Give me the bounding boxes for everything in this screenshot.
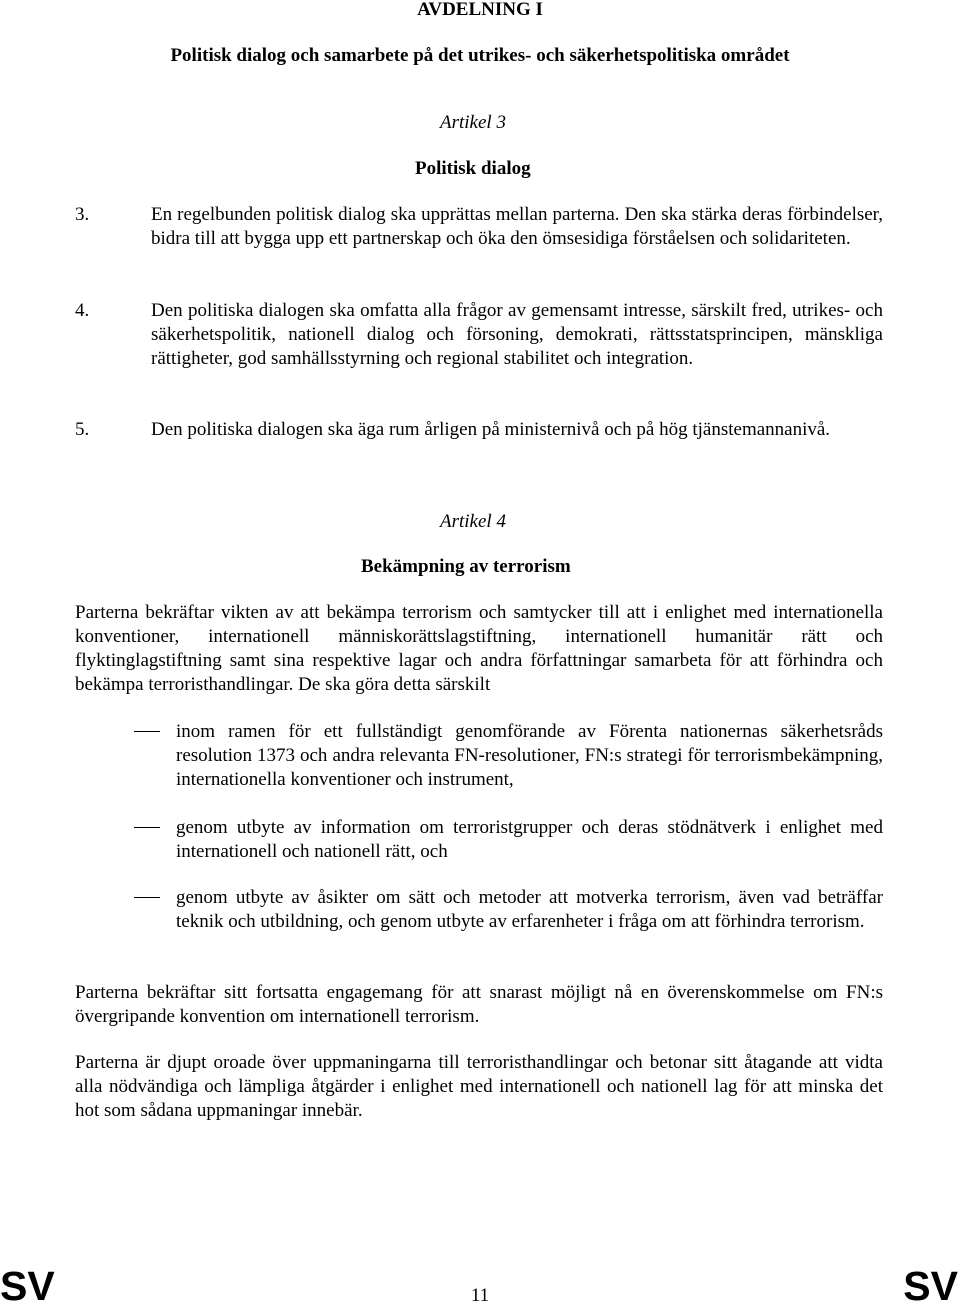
article-4-label: Artikel 4 — [440, 511, 506, 532]
paragraph-number: 3. — [75, 204, 90, 225]
article-4-intro: Parterna bekräftar vikten av att bekämpa terrorism och samtycker till att i enlighet med internationella konventioner, internationell människorättslagstiftning, internationell humanitär rätt och flyktinglagstiftning samt sina respektive lagar och andra författningar samarbeta för att förhindra och bekämpa terroristhandlingar. De ska göra detta särskilt — [75, 602, 883, 695]
page-number: 11 — [470, 1285, 490, 1306]
section-heading: AVDELNING I — [417, 0, 543, 20]
numbered-paragraph-3 — [75, 203, 883, 251]
paragraph-number: 4. — [75, 300, 90, 321]
list-item-text: inom ramen för ett fullständigt genomförande av Förenta nationernas säkerhetsråds resolution 1373 och andra relevanta FN-resolutioner, FN:s strategi för terrorismbekämpning, internationella konventioner och instrument, — [176, 721, 883, 790]
paragraph-text: Den politiska dialogen ska äga rum årligen på ministernivå och på hög tjänstemannanivå. — [151, 419, 831, 440]
numbered-paragraph-5 — [75, 418, 883, 442]
paragraph-number: 5. — [75, 419, 90, 440]
section-subtitle: Politisk dialog och samarbete på det utrikes- och säkerhetspolitiska området — [170, 45, 790, 66]
dash-bullet — [134, 827, 160, 828]
list-item-text: genom utbyte av åsikter om sätt och metoder att motverka terrorism, även vad beträffar teknik och utbildning, och genom utbyte av erfarenheter i fråga om att förhindra terrorism. — [176, 887, 883, 932]
paragraph-text: En regelbunden politisk dialog ska upprättas mellan parterna. Den ska stärka deras förbindelser, bidra till att bygga upp ett partnerskap och öka den ömsesidiga förståelsen och solidariteten. — [151, 204, 883, 249]
article-4-title: Bekämpning av terrorism — [361, 556, 571, 577]
language-code-right: SV — [903, 1263, 958, 1309]
numbered-paragraph-4 — [75, 299, 883, 371]
dash-bullet — [134, 897, 160, 898]
list-item — [134, 886, 883, 934]
list-item — [134, 816, 883, 864]
language-code-left: SV — [0, 1263, 55, 1309]
article-4-paragraph-3: Parterna är djupt oroade över uppmaningarna till terroristhandlingar och betonar sitt åtagande att vidta alla nödvändiga och lämpliga åtgärder i enlighet med internationell och nationell lag för att minska det hot som sådana uppmaningar innebär. — [75, 1052, 883, 1121]
list-item-text: genom utbyte av information om terroristgrupper och deras stödnätverk i enlighet med internationell och nationell rätt, och — [176, 817, 883, 862]
article-3-label: Artikel 3 — [440, 112, 506, 133]
list-item — [134, 720, 883, 792]
dash-bullet — [134, 731, 160, 732]
paragraph-text: Den politiska dialogen ska omfatta alla frågor av gemensamt intresse, särskilt fred, utrikes- och säkerhetspolitik, nationell dialog och försoning, demokrati, rättsstatsprincipen, mänskliga rättigheter, god samhällsstyrning och regional stabilitet och integration. — [151, 300, 883, 369]
article-4-paragraph-2: Parterna bekräftar sitt fortsatta engagemang för att snarast möjligt nå en överenskommelse om FN:s övergripande konvention om internationell terrorism. — [75, 982, 883, 1027]
article-3-title: Politisk dialog — [415, 158, 531, 179]
